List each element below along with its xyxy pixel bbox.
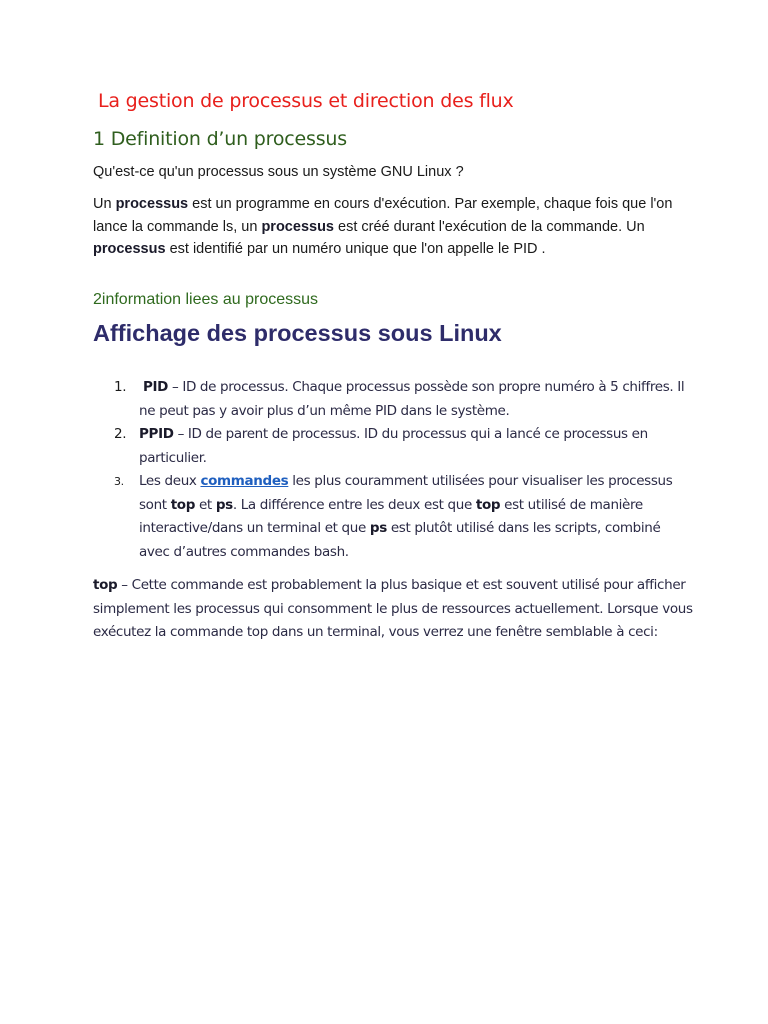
intro-text: est créé durant l'exécution de la commande. Un xyxy=(334,218,645,235)
section-heading-information: 2information liees au processus xyxy=(93,291,319,308)
list-item xyxy=(93,470,693,564)
heading-affichage: Affichage des processus sous Linux xyxy=(93,320,502,346)
numbered-list xyxy=(93,376,693,564)
document-title: La gestion de processus et direction des flux xyxy=(98,90,514,112)
list-item xyxy=(93,423,693,470)
term-pid: PID xyxy=(142,379,169,395)
intro-bold: processus xyxy=(115,196,189,212)
list-number: 2. xyxy=(114,426,127,442)
list-text: Les deux xyxy=(139,473,201,489)
list-text: et xyxy=(195,496,216,513)
list-text: les plus couramment utilisées pour visualiser les processus sont xyxy=(139,473,673,513)
intro-bold: processus xyxy=(261,218,334,235)
question-text: Qu'est-ce qu'un processus sous un système GNU Linux ? xyxy=(93,164,464,180)
term-top: top xyxy=(93,577,118,593)
term-top: top xyxy=(170,496,196,513)
top-text: – Cette commande est probablement la plus basique et est souvent utilisé pour afficher simplement les processus qui consomment le plus de ressources actuellement. Lorsque vous exécutez la commande top dans un terminal, vous verrez une fenêtre semblable à ceci: xyxy=(93,577,693,640)
list-text: – ID de parent de processus. ID du processus qui a lancé ce processus en particulier. xyxy=(139,426,648,466)
intro-text: est identifié par un numéro unique que l'on appelle le PID . xyxy=(165,241,546,257)
list-text: – ID de processus. Chaque processus possède son propre numéro à 5 chiffres. Il ne peut pas y avoir plus d’un même PID dans le système. xyxy=(139,379,685,419)
list-number: 1. xyxy=(114,379,127,395)
intro-text: est un programme en cours d'exécution. Par exemple, chaque fois que l'on lance la commande ls, un xyxy=(93,196,673,235)
list-number: 3. xyxy=(114,475,124,488)
term-ppid: PPID xyxy=(139,426,174,442)
list-item xyxy=(93,376,693,423)
top-paragraph xyxy=(93,574,693,645)
intro-text: Un xyxy=(93,196,116,212)
list-text: . La différence entre les deux est que xyxy=(232,496,476,513)
list-text: est plutôt utilisé dans les scripts, combiné avec d’autres commandes bash. xyxy=(139,520,661,560)
intro-paragraph xyxy=(93,193,673,261)
intro-bold: processus xyxy=(93,241,166,257)
section-heading-definition: 1 Definition d’un processus xyxy=(93,128,347,150)
term-top: top xyxy=(475,496,501,513)
list-text: est utilisé de manière interactive/dans un terminal et que xyxy=(139,496,643,536)
term-ps: ps xyxy=(215,496,233,513)
commandes-link[interactable]: commandes xyxy=(200,473,289,489)
term-ps: ps xyxy=(369,520,387,536)
